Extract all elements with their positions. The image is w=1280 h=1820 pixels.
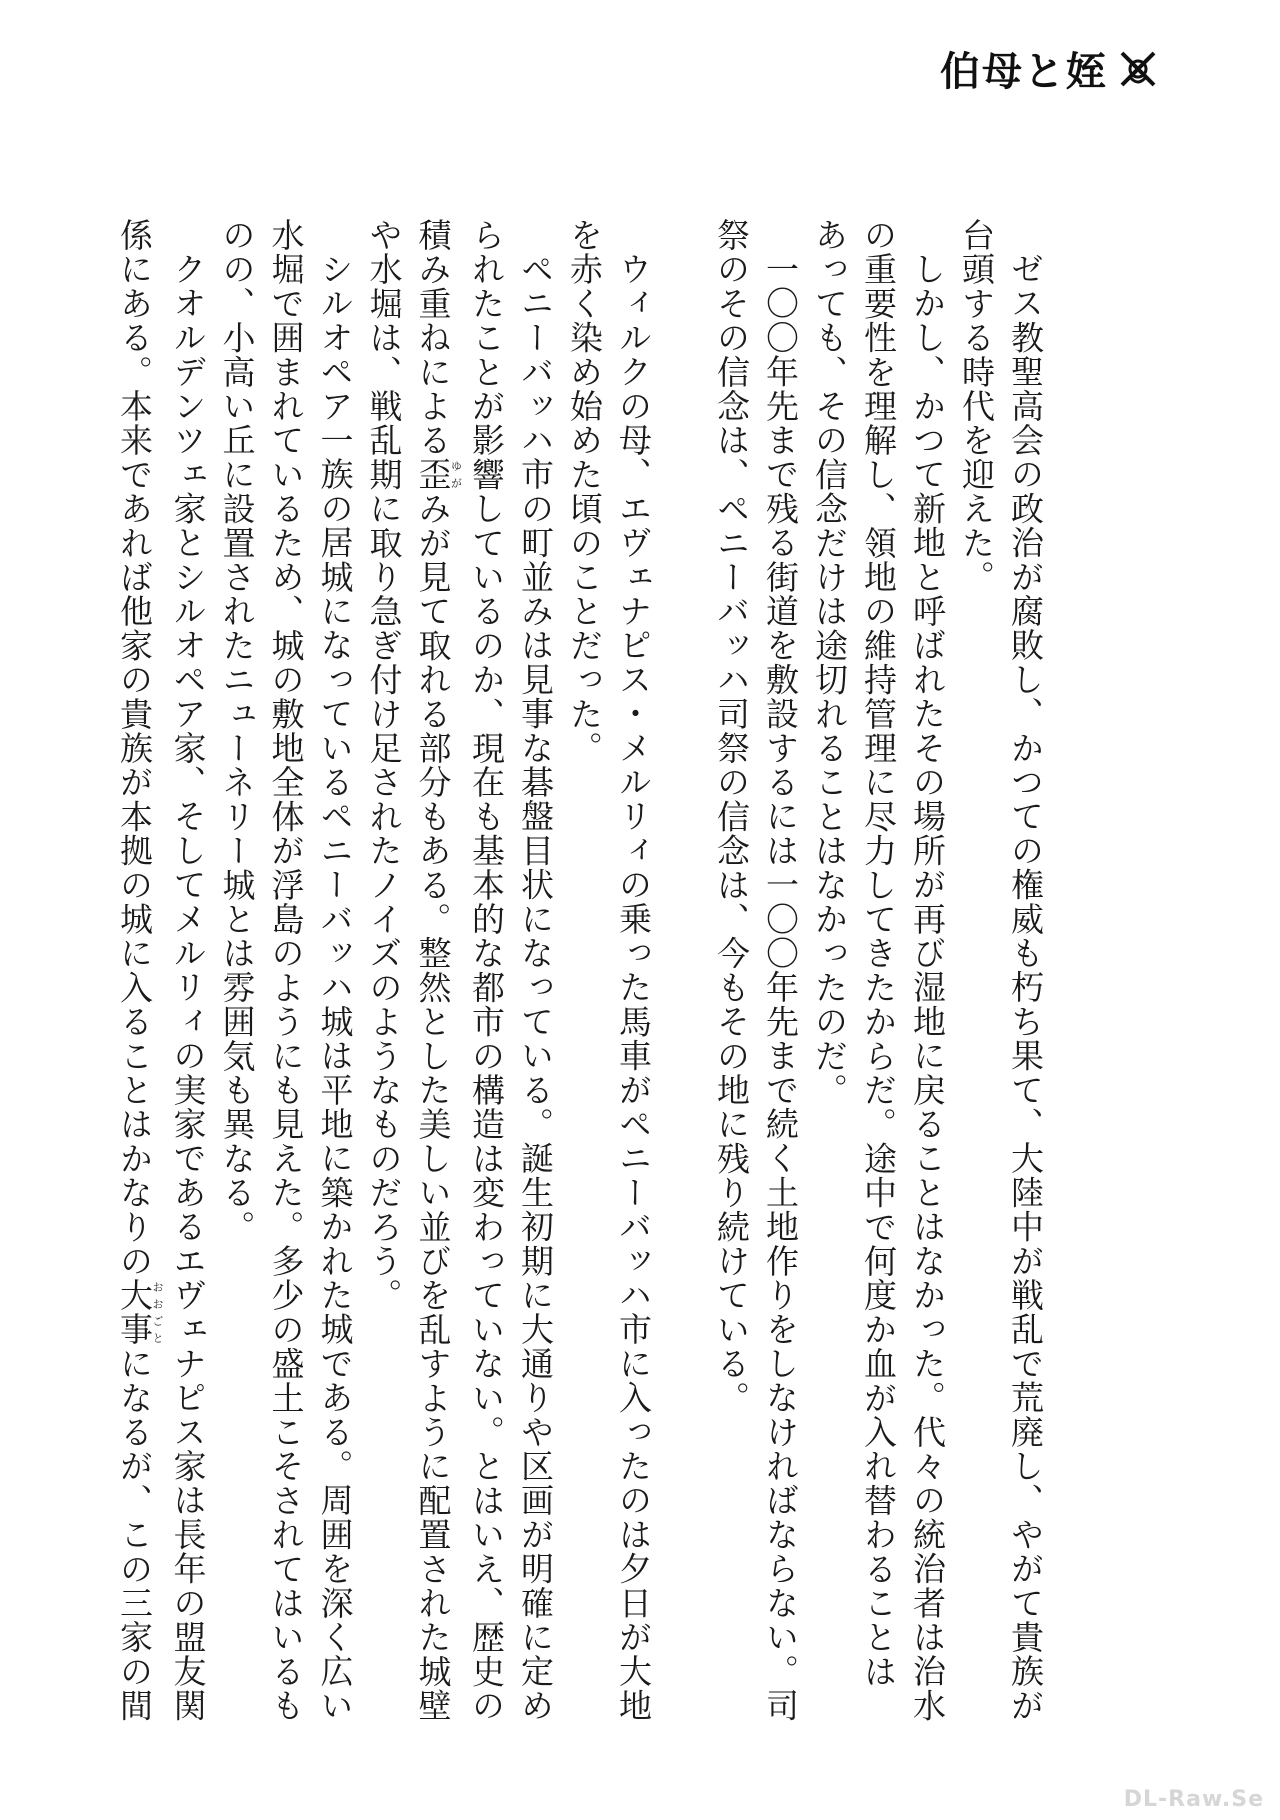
text-column: ペニーバッハ市の町並みは見事な碁盤目状になっている。誕生初期に大通りや区画が明確に定め [516,252,555,1723]
ruby-reading: おおごと [151,1278,164,1347]
text-column: 一〇〇年先まで残る街道を敷設するには一〇〇年先まで続く土地作りをしなければならない。司 [761,252,800,1723]
text-column: クオルデンツェ家とシルオペア家、そしてメルリィの実家であるエヴェナピス家は長年の盟友関 [168,252,208,1723]
section-break [658,218,707,1778]
ruby-word [115,1278,164,1347]
crest-emblem-icon [1116,47,1160,91]
ruby-base: 歪 [413,457,453,492]
text-column: を赤く染め始めた頃のことだった。 [565,218,604,766]
text-column: 水堀で囲まれているため、城の敷地全体が浮島のようにも見えた。多少の盛土こそされてはいるも [266,218,306,1723]
ruby-reading: ゆが [449,457,463,492]
text-column: 祭のその信念は、ペニーバッハ司祭の信念は、今もその地に残り続けている。 [712,218,751,1415]
text-column: のの、小高い丘に設置されたニューネリー城とは雰囲気も異なる。 [217,218,257,1244]
text-column: や水堀は、戦乱期に取り急ぎ付け足されたノイズのようなものだろう。 [364,218,404,1313]
watermark: DL-Raw.Se [1123,1787,1264,1812]
chapter-title: 伯母と姪 [940,48,1108,95]
text-column: 台頭する時代を迎えた。 [957,218,996,595]
text-column: られたことが影響しているのか、現在も基本的な都市の構造は変わっていない。とはいえ、歴史の [467,218,506,1723]
text-column: ウィルクの母、エヴェナピス・メルリィの乗った馬車がペニーバッハ市に入ったのは夕日が大地 [614,252,653,1723]
text-column: しかし、かつて新地と呼ばれたその場所が再び湿地に戻ることはなかった。代々の統治者は治水 [908,252,947,1723]
text-segment: 係にある。本来であれば他家の貴族が本拠の城に入ることはかなりの [115,218,154,1279]
vertical-body-text [110,218,1050,1778]
text-segment: 積み重ねによる [413,218,453,458]
text-column: シルオペア一族の居城になっているペニーバッハ城は平地に築かれた城である。周囲を深く広い [315,252,355,1723]
ruby-word [413,457,463,492]
text-column: ゼス教聖高会の政治が腐敗し、かつての権威も朽ち果て、大陸中が戦乱で荒廃し、やがて貴族が [1006,252,1045,1723]
ruby-base: 大事 [115,1278,154,1347]
chapter-header [940,40,1160,97]
text-column-with-ruby [110,218,164,1778]
text-segment: になるが、この三家の間 [115,1346,154,1723]
text-column: の重要性を理解し、領地の維持管理に尽力してきたからだ。途中で何度か血が入れ替わることは [859,218,898,1689]
text-column: あっても、その信念だけは途切れることはなかったのだ。 [810,218,849,1108]
text-segment: みが見て取れる部分もある。整然とした美しい並びを乱すように配置された城壁 [413,491,453,1723]
text-column-with-ruby [409,218,463,1778]
